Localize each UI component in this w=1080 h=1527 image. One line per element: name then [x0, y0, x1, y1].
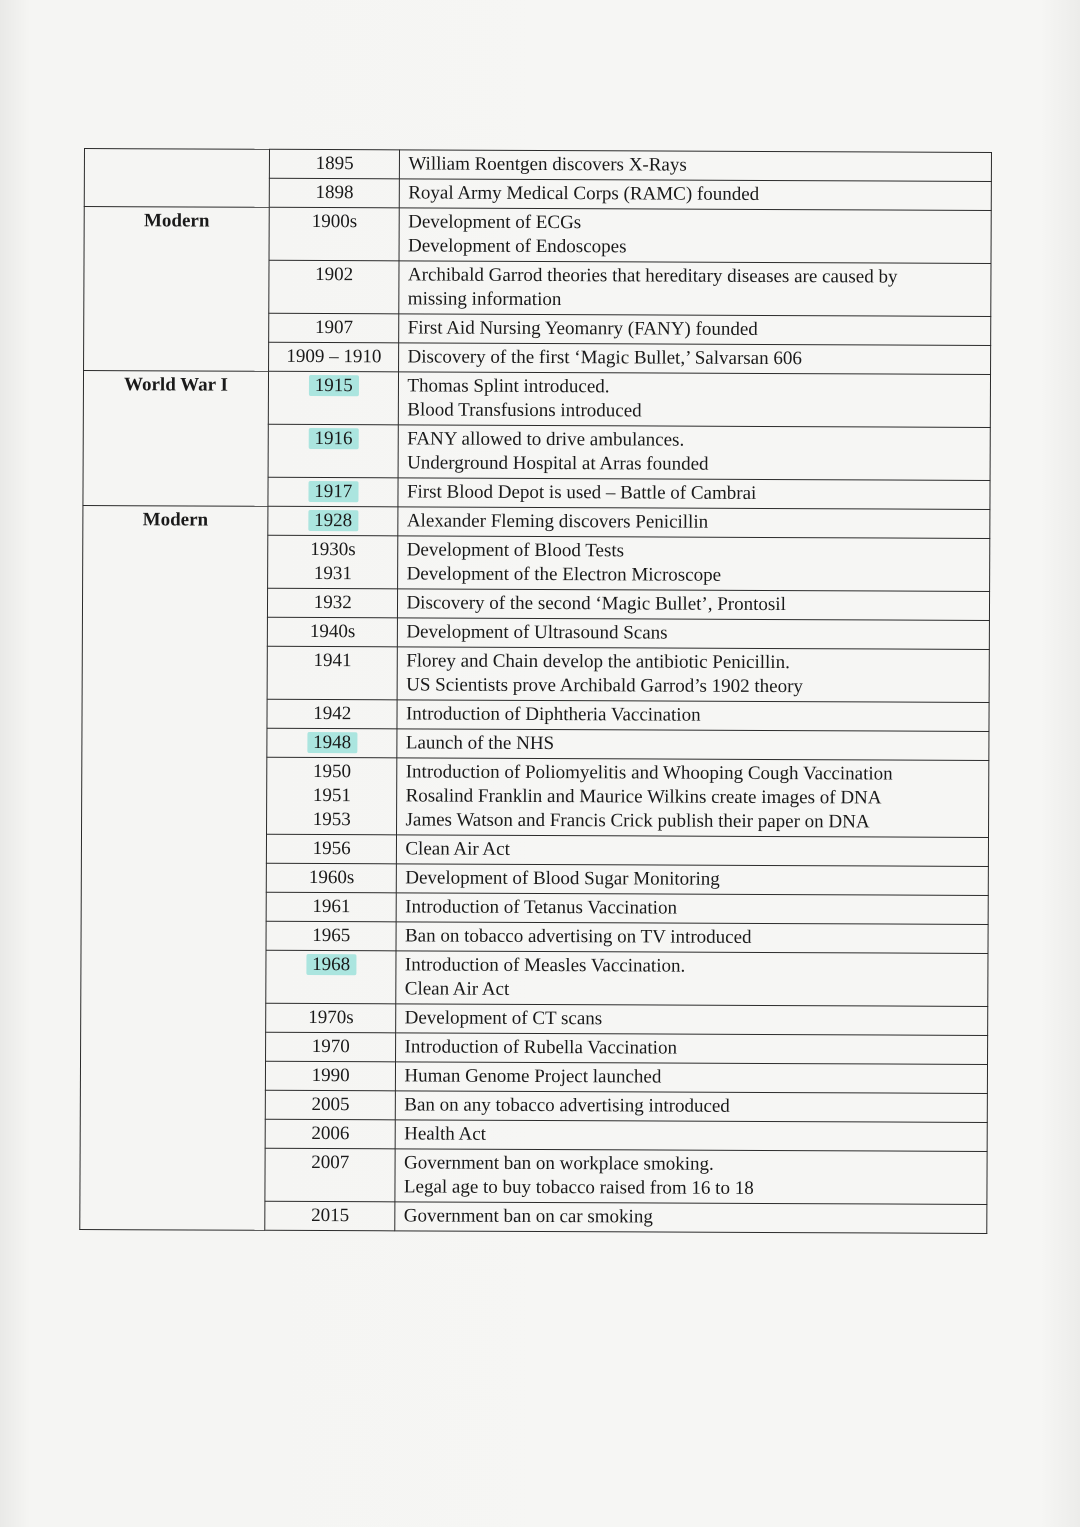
event-cell — [397, 864, 989, 896]
highlighter-mark: 1915 — [309, 375, 359, 396]
year-cell — [266, 892, 397, 922]
year-label: 2007 — [311, 1152, 350, 1174]
table-row — [84, 149, 991, 182]
event-text: US Scientists prove Archibald Garrod’s 1902 theory — [406, 674, 804, 698]
year-label: 1907 — [314, 317, 354, 339]
event-text: Development of Endoscopes — [407, 235, 627, 258]
year-label: 1930s — [310, 538, 356, 561]
event-text: Royal Army Medical Corps (RAMC) founded — [408, 182, 760, 205]
highlighter-mark: 1916 — [308, 428, 358, 449]
event-text: Introduction of Measles Vaccination. — [404, 954, 686, 977]
event-text: Launch of the NHS — [405, 732, 555, 755]
year-cell — [266, 921, 397, 951]
year-label: 1950 — [312, 761, 352, 783]
period-label: Modern — [142, 509, 209, 531]
year-label-highlighted — [277, 374, 391, 398]
event-text: Human Genome Project launched — [404, 1065, 662, 1088]
year-cell — [266, 1003, 397, 1033]
event-text: Discovery of the first ‘Magic Bullet,’ Salvarsan 606 — [407, 346, 802, 370]
event-text: Alexander Fleming discovers Penicillin — [406, 510, 709, 533]
year-label: 1961 — [312, 896, 351, 918]
event-text: Development of CT scans — [404, 1007, 603, 1030]
event-text: Ban on any tobacco advertising introduced — [404, 1094, 730, 1117]
year-cell — [269, 342, 400, 372]
year-label: 1898 — [315, 182, 354, 204]
event-text: Underground Hospital at Arras founded — [407, 452, 709, 475]
event-text: Archibald Garrod theories that hereditary diseases are caused by — [407, 264, 898, 288]
event-text: Legal age to buy tobacco raised from 16 to 18 — [403, 1176, 754, 1199]
year-label: 1941 — [313, 650, 352, 672]
year-label-highlighted — [277, 427, 391, 451]
period-cell-modern — [84, 207, 270, 372]
year-cell — [267, 757, 398, 835]
event-cell — [398, 478, 990, 510]
year-label: 1953 — [312, 809, 351, 831]
event-text: Development of the Electron Microscope — [406, 563, 722, 586]
year-cell — [269, 149, 400, 179]
year-cell — [265, 1201, 396, 1231]
year-label: 1900s — [311, 210, 358, 233]
event-cell — [395, 1202, 987, 1234]
year-label: 1960s — [308, 866, 355, 889]
event-cell — [397, 758, 989, 838]
year-cell — [265, 1119, 396, 1149]
event-cell — [396, 922, 988, 954]
event-cell — [397, 835, 989, 867]
event-cell — [397, 729, 989, 761]
year-cell — [267, 588, 398, 618]
event-cell — [396, 1004, 988, 1036]
table-row — [83, 505, 990, 538]
highlighter-mark: 1948 — [307, 732, 357, 753]
period-cell-empty — [84, 149, 269, 208]
event-cell — [395, 1149, 987, 1205]
event-text: James Watson and Francis Crick publish their paper on DNA — [405, 809, 870, 833]
highlighter-mark: 1968 — [306, 954, 356, 975]
year-cell — [266, 863, 397, 893]
year-label: 2005 — [311, 1094, 350, 1116]
event-cell — [397, 700, 989, 732]
highlighter-mark: 1928 — [308, 510, 358, 531]
event-text: Clean Air Act — [405, 838, 510, 860]
year-label: 1895 — [315, 153, 354, 175]
year-cell — [268, 506, 399, 536]
year-label: 1902 — [315, 264, 354, 286]
period-label: World War I — [124, 374, 228, 396]
year-label: 1932 — [313, 592, 352, 614]
event-text: Thomas Splint introduced. — [407, 375, 610, 398]
event-text: Development of Blood Tests — [406, 539, 625, 562]
event-cell — [398, 618, 990, 650]
period-label: Modern — [143, 210, 210, 232]
year-label: 1956 — [312, 838, 351, 860]
highlighter-mark: 1917 — [308, 481, 358, 502]
year-cell — [266, 834, 397, 864]
period-cell-world-war-1 — [83, 371, 269, 507]
year-label-highlighted — [276, 509, 390, 533]
year-cell — [267, 699, 398, 729]
event-text: First Aid Nursing Yeomanry (FANY) founded — [407, 317, 758, 340]
event-cell — [399, 372, 991, 428]
event-cell — [397, 893, 989, 925]
year-label-highlighted — [276, 480, 390, 504]
event-cell — [396, 1062, 988, 1094]
event-text: Health Act — [404, 1123, 486, 1145]
event-cell — [398, 647, 990, 703]
year-cell — [267, 646, 398, 700]
event-cell — [399, 261, 991, 317]
year-cell — [268, 371, 399, 425]
year-label: 1965 — [312, 925, 351, 947]
year-cell — [265, 1061, 396, 1091]
year-cell — [268, 424, 399, 478]
event-text: Development of Ultrasound Scans — [406, 621, 668, 644]
year-label-highlighted — [275, 731, 389, 755]
event-text: Introduction of Poliomyelitis and Whooping Cough Vaccination — [405, 761, 893, 785]
event-text: Development of ECGs — [408, 211, 582, 234]
event-cell — [399, 425, 991, 481]
year-cell — [268, 477, 399, 507]
event-cell — [398, 589, 990, 621]
year-label: 1909 – 1910 — [286, 345, 382, 368]
year-cell — [265, 1148, 396, 1202]
year-cell — [269, 260, 400, 314]
event-cell — [396, 1091, 988, 1123]
year-cell — [269, 207, 400, 261]
event-text: Government ban on workplace smoking. — [403, 1152, 714, 1175]
event-text: Discovery of the second ‘Magic Bullet’, Prontosil — [406, 592, 786, 616]
event-text: William Roentgen discovers X-Rays — [408, 153, 687, 176]
year-label: 1990 — [311, 1065, 350, 1087]
event-cell — [400, 179, 992, 211]
year-label: 1970s — [308, 1006, 354, 1029]
table-row — [84, 207, 991, 264]
year-label: 1940s — [309, 620, 356, 643]
event-text: FANY allowed to drive ambulances. — [407, 428, 685, 451]
event-text: Blood Transfusions introduced — [407, 399, 642, 422]
event-text: missing information — [407, 288, 562, 311]
event-cell — [398, 536, 990, 592]
year-cell — [266, 950, 397, 1004]
history-of-medicine-timeline-table — [79, 148, 992, 1234]
event-cell — [398, 507, 990, 539]
event-text: Development of Blood Sugar Monitoring — [405, 867, 720, 890]
event-text: Ban on tobacco advertising on TV introduced — [404, 925, 752, 948]
year-cell — [269, 178, 400, 208]
year-cell — [267, 728, 398, 758]
event-cell — [396, 951, 988, 1007]
event-text: Clean Air Act — [404, 978, 510, 1000]
event-text: Introduction of Rubella Vaccination — [404, 1036, 678, 1059]
event-cell — [396, 1120, 988, 1152]
year-cell — [267, 617, 398, 647]
year-cell — [266, 1032, 397, 1062]
year-label-highlighted — [274, 953, 388, 977]
period-cell-modern — [80, 505, 268, 1230]
event-cell — [399, 343, 991, 375]
table-row — [83, 371, 990, 428]
event-cell — [399, 208, 991, 264]
event-text: Florey and Chain develop the antibiotic Penicillin. — [406, 650, 790, 674]
event-cell — [400, 150, 992, 182]
year-label: 1942 — [313, 703, 352, 725]
event-cell — [399, 314, 991, 346]
event-text: Government ban on car smoking — [403, 1205, 653, 1228]
event-text: Rosalind Franklin and Maurice Wilkins create images of DNA — [405, 785, 882, 809]
year-label: 2006 — [311, 1123, 350, 1145]
event-text: Introduction of Diphtheria Vaccination — [405, 703, 701, 726]
year-label: 2015 — [311, 1205, 350, 1227]
year-label: 1970 — [311, 1036, 350, 1058]
event-cell — [396, 1033, 988, 1065]
year-cell — [268, 535, 399, 589]
year-label: 1951 — [312, 785, 351, 807]
year-label: 1931 — [313, 563, 352, 585]
event-text: First Blood Depot is used – Battle of Cambrai — [406, 481, 757, 504]
event-text: Introduction of Tetanus Vaccination — [405, 896, 678, 919]
year-cell — [269, 313, 400, 343]
year-cell — [265, 1090, 396, 1120]
